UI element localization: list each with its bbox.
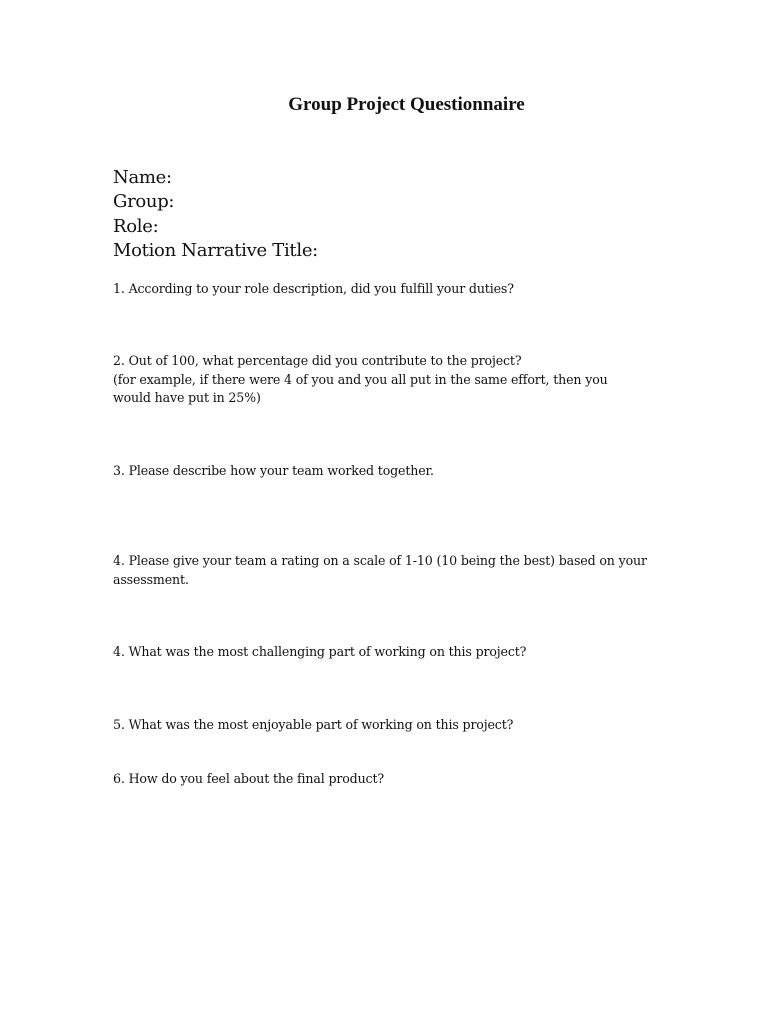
question-4-challenging-text: 4. What was the most challenging part of working on this project? xyxy=(113,644,527,659)
field-motion-narrative-title-label: Motion Narrative Title: xyxy=(113,239,318,261)
field-group-label: Group: xyxy=(113,191,175,213)
page-title: Group Project Questionnaire xyxy=(288,94,525,115)
question-4-challenging xyxy=(113,643,673,662)
question-2-text: 2. Out of 100, what percentage did you contribute to the project? xyxy=(113,353,522,368)
question-5 xyxy=(113,716,673,735)
question-2-note-line-1: (for example, if there were 4 of you and you all put in the same effort, then you xyxy=(113,371,608,387)
question-3-text: 3. Please describe how your team worked together. xyxy=(113,463,434,478)
field-name-label: Name: xyxy=(113,167,172,188)
question-1-text: 1. According to your role description, did you fulfill your duties? xyxy=(113,281,514,296)
question-1 xyxy=(113,280,673,299)
question-2-note-line-2: would have put in 25%) xyxy=(113,390,261,405)
question-6 xyxy=(113,770,673,789)
question-4-rating-text-line-1: 4. Please give your team a rating on a scale of 1-10 (10 being the best) based on your xyxy=(113,553,647,568)
field-role-label: Role: xyxy=(113,215,159,237)
question-6-text: 6. How do you feel about the final product? xyxy=(113,771,384,786)
info-fields xyxy=(113,166,318,263)
question-2 xyxy=(113,352,673,408)
question-5-text: 5. What was the most enjoyable part of working on this project? xyxy=(113,717,514,732)
question-3 xyxy=(113,462,673,481)
question-4-rating-text-line-2: assessment. xyxy=(113,571,189,587)
question-4-rating xyxy=(113,552,673,589)
